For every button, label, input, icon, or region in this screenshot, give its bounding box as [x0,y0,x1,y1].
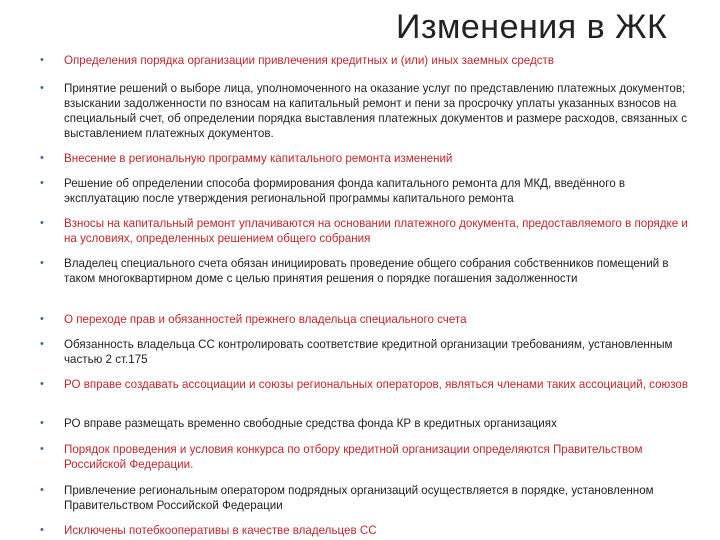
bullet-text: О переходе прав и обязанностей прежнего владельца специального счета [64,313,467,326]
bullet-icon: • [40,82,44,94]
bullet-icon: • [40,54,44,66]
bullet-item [40,416,690,431]
bullet-icon: • [40,417,44,429]
bullet-item [40,256,690,286]
bullet-text: РО вправе размещать временно свободные средства фонда КР в кредитных организациях [64,417,557,430]
bullet-text: РО вправе создавать ассоциации и союзы региональных операторов, являться членами таких ассоциаций, союзов [64,378,689,391]
bullet-item [40,151,690,166]
bullet-item [40,176,690,206]
bullet-item [40,312,690,327]
bullet-icon: • [40,313,44,325]
bullet-item [40,216,690,246]
bullet-icon: • [40,217,44,229]
bullet-text: Обязанность владельца СС контролировать соответствие кредитной организации требованиям, установленным частью 2 ст.175 [64,338,673,366]
slide-title: Изменения в ЖК [396,8,668,46]
bullet-item [40,81,690,141]
bullet-text: Порядок проведения и условия конкурса по отбору кредитной организации определяются Правительством Российской Федерации. [64,443,643,471]
bullet-item [40,337,690,367]
bullet-text: Решение об определении способа формирования фонда капитального ремонта для МКД, введённого в эксплуатацию после утверждения региональной программы капитального ремонта [64,177,626,205]
bullet-icon: • [40,257,44,269]
bullet-item [40,377,690,392]
bullet-text: Владелец специального счета обязан инициировать проведение общего собрания собственников помещений в таком многоквартирном доме с целью принятия решения о порядке погашения задолженности [64,257,669,285]
bullet-icon: • [40,524,44,536]
bullet-text: Определения порядка организации привлечения кредитных и (или) иных заемных средств [64,54,555,67]
bullet-text: Привлечение региональным оператором подрядных организаций осуществляется в порядке, установленном Правительством Российской Федерации [64,484,654,512]
bullet-icon: • [40,484,44,496]
bullet-text: Принятие решений о выборе лица, уполномоченного на оказание услуг по представлению платежных документов; взыскании задолженности по взносам на капитальный ремонт и пени за просрочку уплаты указанных взносов на специальный счет, об определении порядка выставления платежных документов и размере расходов, связанных с выставлением платежных документов. [64,82,687,140]
bullet-text: Исключены потебкооперативы в качестве владельцев СС [64,524,377,537]
bullet-item [40,483,690,513]
bullet-text: Взносы на капитальный ремонт уплачиваются на основании платежного документа, предоставляемого в порядке и на условиях, определенных решением общего собрания [64,217,688,245]
bullet-icon: • [40,378,44,390]
bullet-icon: • [40,338,44,350]
bullet-text: Внесение в региональную программу капитального ремонта изменений [64,152,453,165]
bullet-item [40,523,690,538]
bullet-icon: • [40,152,44,164]
bullet-icon: • [40,443,44,455]
bullet-icon: • [40,177,44,189]
bullet-item [40,53,690,68]
bullet-item [40,442,690,472]
